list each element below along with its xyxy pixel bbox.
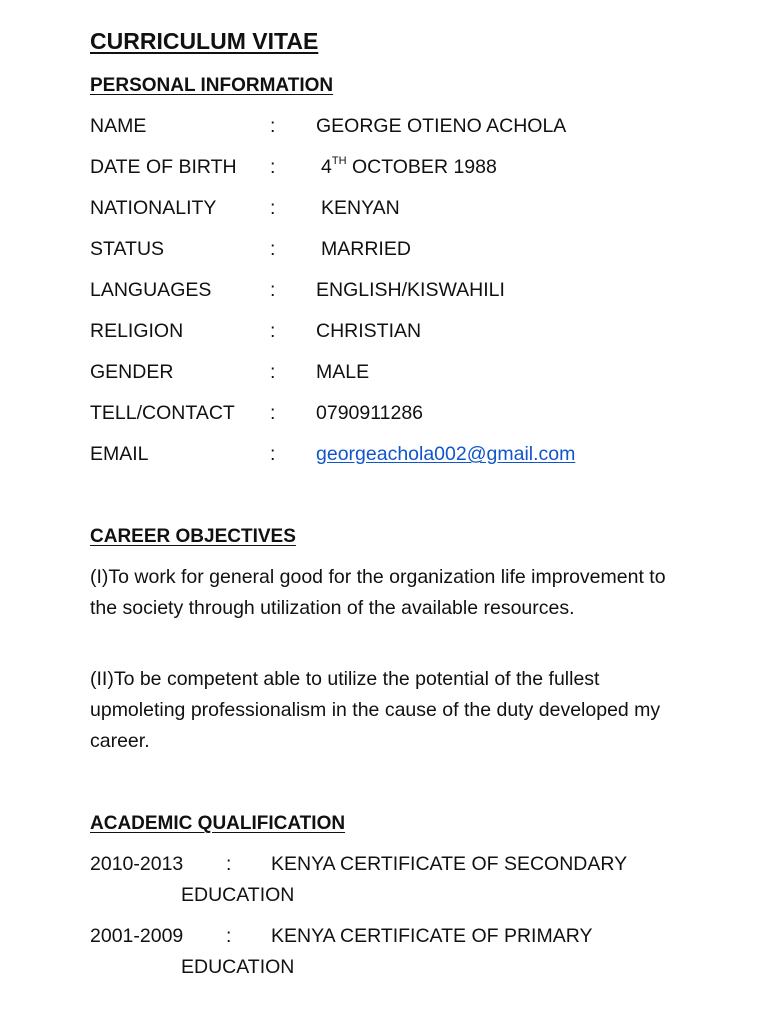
info-value: MALE [316,361,370,383]
info-label: STATUS [90,238,165,260]
qualification-title-continued: EDUCATION [181,956,295,978]
email-link[interactable]: georgeachola002@gmail.com [316,443,576,465]
info-label: NATIONALITY [90,197,217,219]
qualification-separator: : [226,853,232,875]
info-value: CHRISTIAN [316,320,422,342]
info-row-religion [90,316,730,347]
info-separator: : [270,238,276,260]
document-title: CURRICULUM VITAE [90,28,319,54]
info-label: NAME [90,115,147,137]
academic-qualification-heading: ACADEMIC QUALIFICATION [90,813,346,834]
qualification-title-continued: EDUCATION [181,884,295,906]
info-row-date-of-birth [90,152,730,183]
qualification-years: 2001-2009 [90,925,184,947]
info-value: KENYAN [321,197,400,219]
info-value: GEORGE OTIENO ACHOLA [316,115,567,137]
qualification-years: 2010-2013 [90,853,184,875]
info-label: DATE OF BIRTH [90,156,237,178]
info-label: RELIGION [90,320,184,342]
info-separator: : [270,361,276,383]
career-objective-paragraph: (I)To work for general good for the organization life improvement to the society through utilization of the available resources. [90,566,666,619]
birth-day-suffix: TH [331,154,347,167]
info-separator: : [270,197,276,219]
info-label: TELL/CONTACT [90,402,235,424]
info-value: 0790911286 [316,402,424,424]
info-row-contact [90,398,730,429]
qualification-title: KENYA CERTIFICATE OF PRIMARY [271,925,593,947]
info-separator: : [270,443,276,465]
birth-month-year: OCTOBER 1988 [346,156,497,178]
info-separator: : [270,156,276,178]
qualification-title: KENYA CERTIFICATE OF SECONDARY [271,853,628,875]
career-objective-paragraph: (II)To be competent able to utilize the potential of the fullest upmoleting professionalism in the cause of the duty developed my career. [90,668,661,752]
personal-information-heading: PERSONAL INFORMATION [90,75,334,96]
info-separator: : [270,279,276,301]
career-objectives-heading: CAREER OBJECTIVES [90,526,296,547]
info-value: MARRIED [321,238,411,260]
info-separator: : [270,115,276,137]
info-row-languages [90,275,730,306]
info-label: GENDER [90,361,174,383]
qualification-separator: : [226,925,232,947]
info-row-name [90,111,730,142]
info-label: EMAIL [90,443,149,465]
info-separator: : [270,402,276,424]
info-value [321,152,497,183]
info-row-nationality [90,193,730,224]
qualification-entry [90,921,730,983]
birth-day: 4 [321,156,332,178]
info-row-gender [90,357,730,388]
info-label: LANGUAGES [90,279,212,301]
info-row-email [90,439,730,470]
info-separator: : [270,320,276,342]
info-value: ENGLISH/KISWAHILI [316,279,505,301]
info-row-status [90,234,730,265]
qualification-entry [90,849,730,911]
